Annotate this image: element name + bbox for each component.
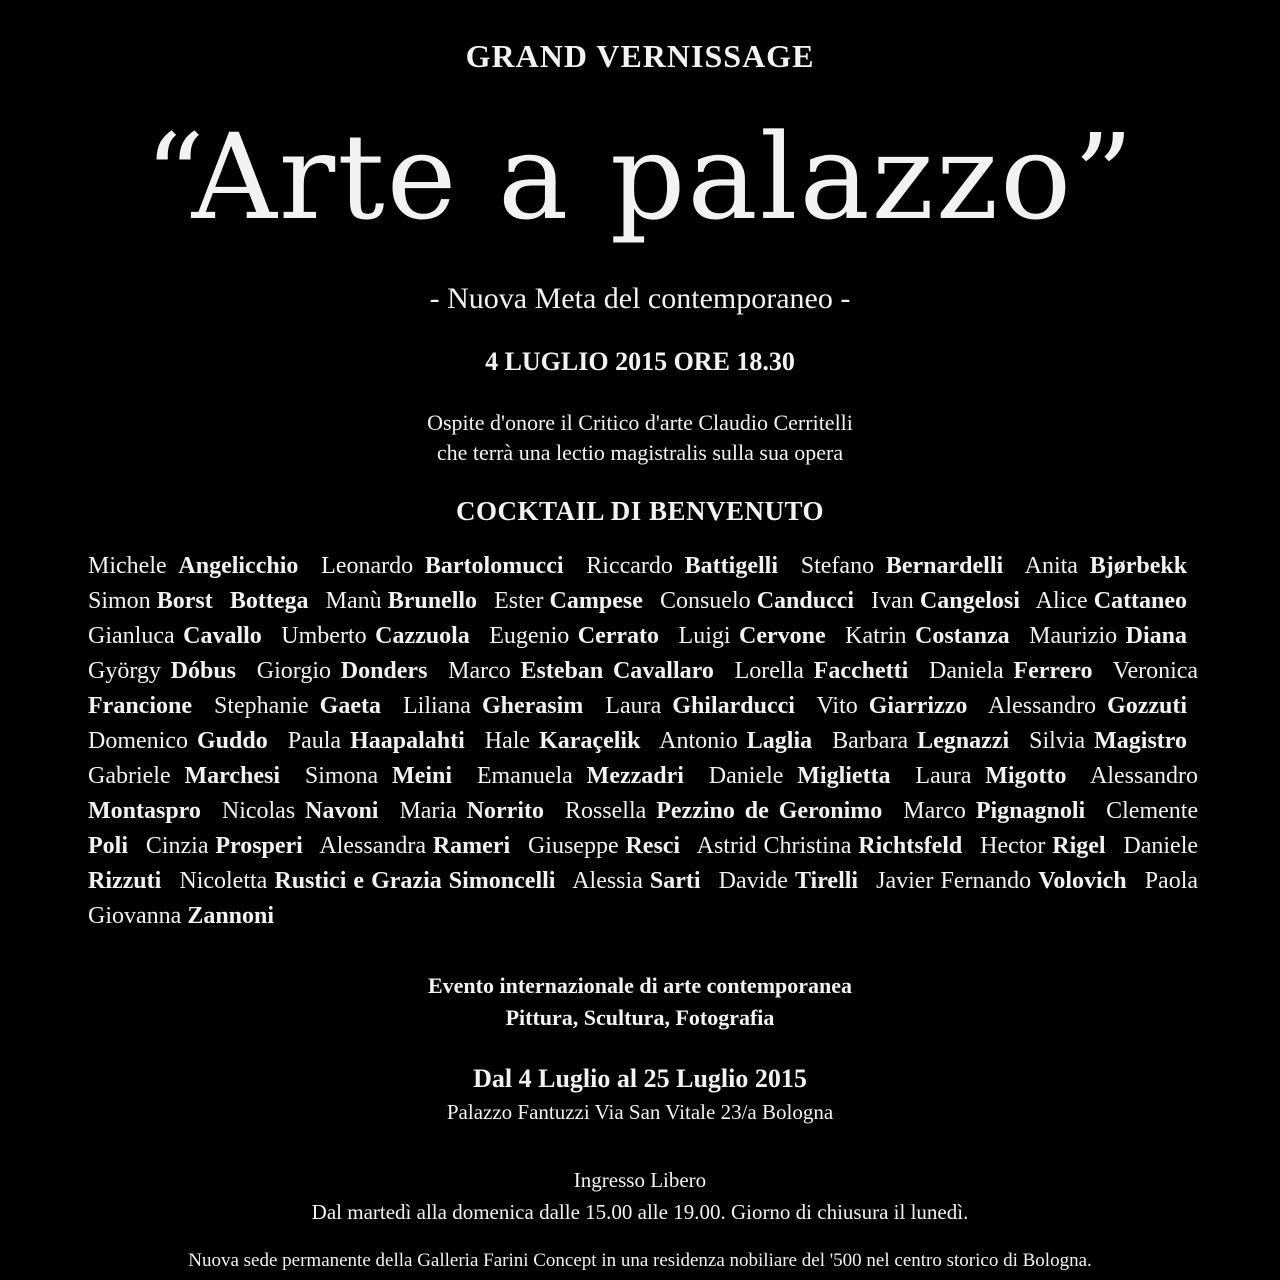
artist-first-name: Alessia [572, 868, 650, 894]
artist-name [586, 553, 778, 579]
artist-first-name: Eugenio [489, 623, 578, 649]
artist-surname: Haapalahti [350, 728, 465, 754]
artist-surname: Rameri [432, 833, 511, 859]
artist-surname: Volovich [1038, 868, 1127, 894]
artist-surname: Cervone [739, 623, 826, 649]
artist-name [697, 833, 963, 859]
artist-first-name: Alice [1035, 588, 1094, 614]
artist-name [321, 553, 563, 579]
artist-name [572, 868, 700, 894]
artist-surname: Bottega [229, 588, 309, 614]
artist-first-name: Lorella [734, 658, 814, 684]
artist-surname: Miglietta [797, 763, 891, 789]
artist-surname: Resci [625, 833, 681, 859]
artist-surname: Poli [88, 833, 128, 859]
artist-surname: Donders [340, 658, 428, 684]
artist-surname: Norrito [466, 798, 544, 824]
artist-surname: Meini [392, 763, 453, 789]
artist-first-name: Daniele [708, 763, 798, 789]
artist-first-name: Alessandra [319, 833, 433, 859]
artist-surname: Pezzino de Geronimo [656, 798, 883, 824]
artist-surname: Prosperi [215, 833, 303, 859]
artist-name [817, 693, 968, 719]
artist-name [146, 833, 303, 859]
artist-first-name: Alessandro [988, 693, 1108, 719]
artist-first-name: Paula [287, 728, 351, 754]
guest-line-2: che terrà una lectio magistralis sulla sua opera [436, 440, 844, 465]
artist-name [230, 588, 309, 614]
artist-name [565, 798, 882, 824]
artist-surname: Gherasim [481, 693, 584, 719]
artist-first-name: Clemente [1106, 798, 1199, 824]
artist-surname: Cavallo [183, 623, 262, 649]
artist-name [719, 868, 858, 894]
artist-first-name: Simona [304, 763, 393, 789]
artist-first-name: Giorgio [256, 658, 341, 684]
artist-name [679, 623, 826, 649]
artist-surname: Facchetti [813, 658, 909, 684]
artist-first-name: Veronica [1112, 658, 1199, 684]
event-description-line-2: Pittura, Scultura, Fotografia [505, 1005, 775, 1030]
artist-name [288, 728, 465, 754]
artist-first-name: Leonardo [321, 553, 425, 579]
artist-first-name: Luigi [678, 623, 740, 649]
artist-first-name: Liliana [402, 693, 482, 719]
opening-hours: Dal martedì alla domenica dalle 15.00 alle 19.00. Giorno di chiusura il lunedì. [311, 1200, 969, 1224]
artist-surname: Francione [88, 693, 192, 719]
artist-name [1029, 728, 1187, 754]
artist-first-name: Davide [718, 868, 795, 894]
artist-name [489, 623, 659, 649]
artist-first-name: Hector [980, 833, 1053, 859]
artists-list [88, 549, 1198, 934]
artist-first-name: Emanuela [476, 763, 587, 789]
artist-name [88, 588, 213, 614]
artist-name [1025, 553, 1187, 579]
artist-name [214, 693, 381, 719]
artist-first-name: Javier Fernando [876, 868, 1039, 894]
artist-name [903, 798, 1085, 824]
artist-surname: Bjørbekk [1089, 553, 1188, 579]
artist-first-name: Manù [325, 588, 388, 614]
artist-surname: Costanza [914, 623, 1010, 649]
artist-name [528, 833, 680, 859]
artist-surname: Bernardelli [885, 553, 1004, 579]
artist-surname: Sarti [649, 868, 701, 894]
artist-surname: Legnazzi [917, 728, 1010, 754]
artist-surname: Zannoni [187, 903, 275, 929]
artist-surname: Gaeta [319, 693, 381, 719]
artist-name [1036, 588, 1187, 614]
artist-first-name: Stephanie [214, 693, 320, 719]
artist-name [660, 588, 854, 614]
artist-name [980, 833, 1105, 859]
artist-first-name: Rossella [564, 798, 657, 824]
opening-date-time: 4 LUGLIO 2015 ORE 18.30 [485, 347, 795, 376]
artist-surname: Marchesi [184, 763, 280, 789]
artist-name [257, 658, 428, 684]
artist-name [305, 763, 452, 789]
artist-first-name: Riccardo [586, 553, 685, 579]
artist-first-name: Gianluca [88, 623, 184, 649]
artist-first-name: Gabriele [88, 763, 185, 789]
artist-name [326, 588, 477, 614]
entry-line-1: Ingresso Libero [573, 1168, 707, 1192]
event-header: GRAND VERNISSAGE [465, 38, 815, 74]
artist-surname: Diana [1125, 623, 1187, 649]
artist-first-name: Vito [816, 693, 869, 719]
artist-first-name: Cinzia [145, 833, 216, 859]
guest-of-honor [0, 408, 1280, 468]
artist-surname: Rustici e Grazia Simoncelli [274, 868, 556, 894]
artist-surname: Battigelli [684, 553, 778, 579]
artist-name [448, 658, 714, 684]
artist-surname: Laglia [746, 728, 813, 754]
artist-name [179, 868, 555, 894]
artist-surname: Bartolomucci [424, 553, 564, 579]
artist-name [1029, 623, 1187, 649]
artist-first-name: Astrid Christina [696, 833, 859, 859]
artist-first-name: Marco [448, 658, 521, 684]
exhibition-dates: Dal 4 Luglio al 25 Luglio 2015 [473, 1064, 807, 1093]
event-description-line-1: Evento internazionale di arte contemporanea [427, 973, 853, 998]
artist-first-name: Nicolas [221, 798, 306, 824]
artist-name [88, 658, 236, 684]
artist-first-name: Consuelo [659, 588, 757, 614]
artist-first-name: Alessandro [1090, 763, 1199, 789]
artist-surname: Esteban Cavallaro [520, 658, 714, 684]
artist-first-name: Umberto [281, 623, 376, 649]
artist-surname: Ferrero [1013, 658, 1093, 684]
artist-surname: Navoni [305, 798, 379, 824]
artist-name [832, 728, 1009, 754]
artist-first-name: György [88, 658, 171, 684]
artist-first-name: Hale [484, 728, 540, 754]
artist-name [88, 763, 280, 789]
event-subtitle: - Nuova Meta del contemporaneo - [429, 282, 851, 315]
event-description [0, 970, 1280, 1034]
artist-first-name: Maurizio [1029, 623, 1126, 649]
artist-first-name: Paola Giovanna [88, 868, 1199, 929]
artist-name [659, 728, 812, 754]
artist-name [403, 693, 583, 719]
artist-name [319, 833, 510, 859]
artist-surname: Gozzuti [1107, 693, 1188, 719]
artist-first-name: Michele [88, 553, 179, 579]
artist-name [871, 588, 1020, 614]
artist-name [735, 658, 909, 684]
artist-surname: Pignagnoli [975, 798, 1086, 824]
artist-first-name: Domenico [88, 728, 197, 754]
artist-surname: Mezzadri [586, 763, 684, 789]
footer-note: Nuova sede permanente della Galleria Farini Concept in una residenza nobiliare del '500 nel centro storico di Bologna. [188, 1250, 1092, 1271]
artist-name [399, 798, 544, 824]
artist-name [605, 693, 795, 719]
artist-surname: Magistro [1094, 728, 1188, 754]
event-title: “Arte a palazzo” [144, 108, 1136, 246]
artist-name [477, 763, 684, 789]
venue-address: Palazzo Fantuzzi Via San Vitale 23/a Bologna [446, 1100, 834, 1124]
artist-first-name: Ester [494, 588, 550, 614]
artist-surname: Karaçelik [539, 728, 641, 754]
artist-surname: Cangelosi [919, 588, 1020, 614]
artist-first-name: Simon [88, 588, 157, 614]
artist-first-name: Daniele [1123, 833, 1199, 859]
artist-surname: Cazzuola [375, 623, 470, 649]
artist-surname: Canducci [756, 588, 855, 614]
entry-info [0, 1164, 1280, 1228]
artist-name [88, 553, 298, 579]
artist-surname: Giarrizzo [868, 693, 968, 719]
artist-name [709, 763, 891, 789]
artist-first-name: Antonio [659, 728, 747, 754]
guest-line-1: Ospite d'onore il Critico d'arte Claudio Cerritelli [427, 410, 853, 435]
artist-surname: Brunello [387, 588, 478, 614]
artist-name [222, 798, 379, 824]
artist-name [88, 623, 262, 649]
artist-first-name: Ivan [871, 588, 920, 614]
artist-surname: Angelicchio [178, 553, 299, 579]
artist-first-name: Stefano [800, 553, 886, 579]
artist-surname: Migotto [985, 763, 1067, 789]
artist-first-name: Katrin [845, 623, 915, 649]
artist-name [845, 623, 1009, 649]
artist-surname: Richtsfeld [858, 833, 963, 859]
artist-first-name: Marco [903, 798, 976, 824]
artist-first-name: Silvia [1029, 728, 1095, 754]
artist-surname: Ghilarducci [672, 693, 795, 719]
artist-surname: Rizzuti [88, 868, 162, 894]
artist-first-name: Giuseppe [527, 833, 626, 859]
cocktail-heading: COCKTAIL DI BENVENUTO [455, 496, 825, 526]
artist-first-name: Anita [1024, 553, 1090, 579]
artist-name [801, 553, 1003, 579]
artist-surname: Campese [549, 588, 643, 614]
artist-name [915, 763, 1066, 789]
artist-name [88, 728, 268, 754]
artist-name [988, 693, 1187, 719]
artist-first-name: Barbara [832, 728, 918, 754]
artist-name [281, 623, 469, 649]
artist-name [929, 658, 1092, 684]
artist-first-name: Nicoletta [179, 868, 275, 894]
artist-surname: Borst [156, 588, 213, 614]
artist-surname: Guddo [196, 728, 268, 754]
artist-name [876, 868, 1127, 894]
artist-surname: Dóbus [170, 658, 237, 684]
artist-surname: Cattaneo [1093, 588, 1188, 614]
artist-surname: Rigel [1052, 833, 1106, 859]
artist-first-name: Daniela [929, 658, 1014, 684]
artist-first-name: Laura [915, 763, 986, 789]
artist-first-name: Maria [399, 798, 467, 824]
artist-name [485, 728, 641, 754]
artist-surname: Montaspro [88, 798, 201, 824]
artist-surname: Tirelli [794, 868, 859, 894]
artist-first-name: Laura [605, 693, 673, 719]
artist-name [494, 588, 643, 614]
artist-surname: Cerrato [577, 623, 660, 649]
